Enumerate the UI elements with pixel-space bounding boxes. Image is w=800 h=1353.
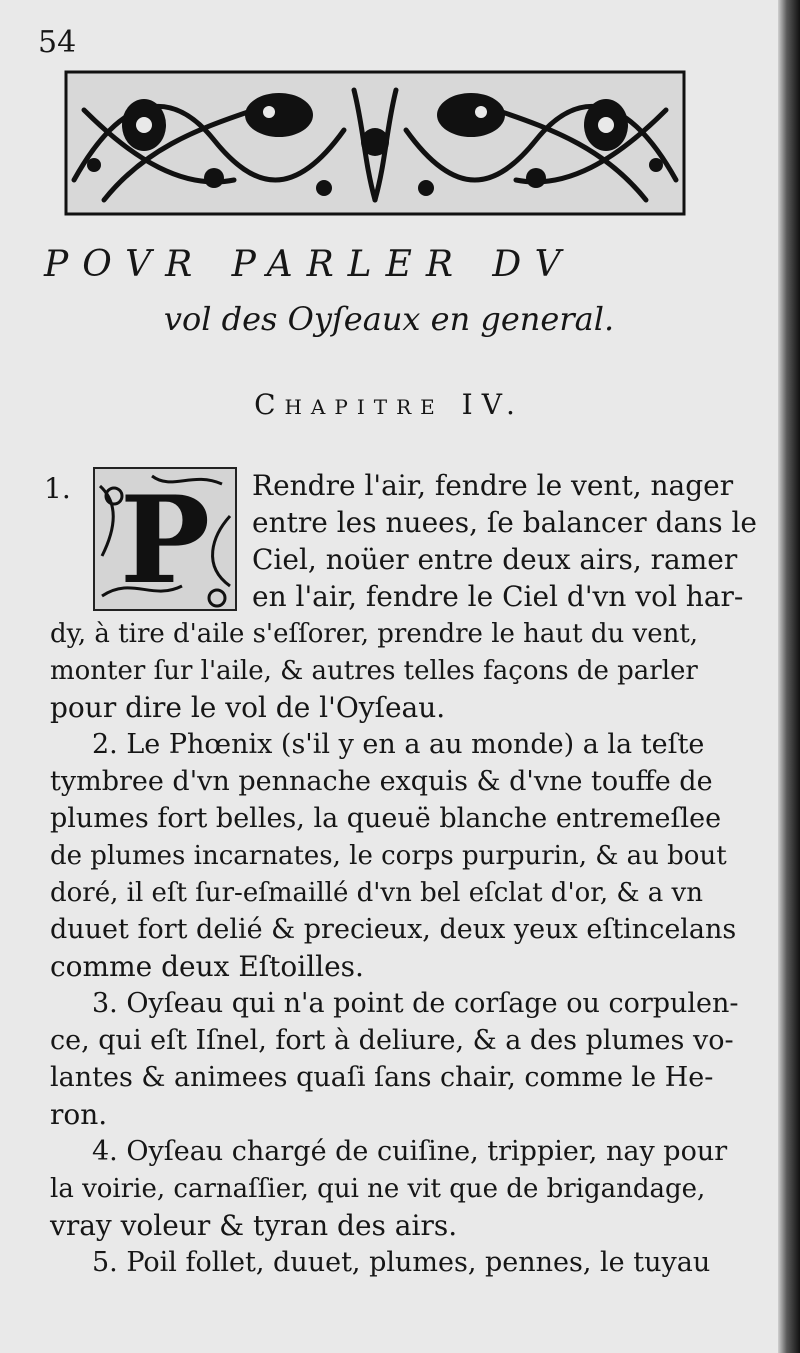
text-line: 2. Le Phœnix (s'il y en a au monde) a la teſte	[92, 729, 705, 760]
text-line: 5. Poil follet, duuet, plumes, pennes, le tuyau	[92, 1247, 711, 1278]
text-line: en l'air, fendre le Ciel d'vn vol har-	[252, 580, 744, 613]
dropcap-letter: P	[119, 470, 211, 611]
book-spine-shadow	[778, 0, 800, 1353]
text-line: comme deux Eſtoilles.	[50, 950, 364, 983]
decorated-initial-letter	[92, 466, 238, 612]
text-line: ron.	[50, 1098, 108, 1131]
text-line: dy, à tire d'aile s'eſſorer, prendre le haut du vent,	[50, 619, 699, 649]
section-subtitle: vol des Oyſeaux en general.	[163, 300, 615, 338]
paragraph-number: 1.	[44, 472, 71, 505]
chapter-heading	[0, 388, 778, 421]
chapter-heading-text: Chapitre IV.	[254, 388, 524, 421]
decorative-headpiece-ornament	[64, 70, 686, 216]
text-line: de plumes incarnates, le corps purpurin, & au bout	[50, 841, 727, 871]
text-line: 3. Oyſeau qui n'a point de corſage ou corpulen-	[92, 988, 739, 1019]
page-number: 54	[38, 25, 77, 60]
text-line: vray voleur & tyran des airs.	[50, 1209, 458, 1242]
text-line: doré, il eſt ſur-eſmaillé d'vn bel eſclat d'or, & a vn	[50, 878, 703, 908]
text-line: Rendre l'air, fendre le vent, nager	[252, 469, 734, 502]
text-line: entre les nuees, ſe balancer dans le	[252, 506, 757, 539]
section-title: POVR PARLER DV	[44, 244, 575, 285]
text-line: Ciel, noüer entre deux airs, ramer	[252, 543, 738, 576]
text-line: plumes fort belles, la queuë blanche entremeſlee	[50, 803, 722, 834]
text-line: la voirie, carnaſſier, qui ne vit que de brigandage,	[50, 1174, 706, 1204]
text-line: lantes & animees quaſi ſans chair, comme le He-	[50, 1062, 714, 1093]
text-line: monter ſur l'aile, & autres telles façons de parler	[50, 656, 698, 686]
text-line: ce, qui eſt Iſnel, fort à deliure, & a des plumes vo-	[50, 1025, 734, 1056]
text-line: 4. Oyſeau chargé de cuiſine, trippier, nay pour	[92, 1136, 728, 1167]
text-line: tymbree d'vn pennache exquis & d'vne touffe de	[50, 766, 713, 797]
text-line: duuet fort delié & precieux, deux yeux eſtincelans	[50, 914, 737, 945]
text-line: pour dire le vol de l'Oyſeau.	[50, 691, 446, 724]
